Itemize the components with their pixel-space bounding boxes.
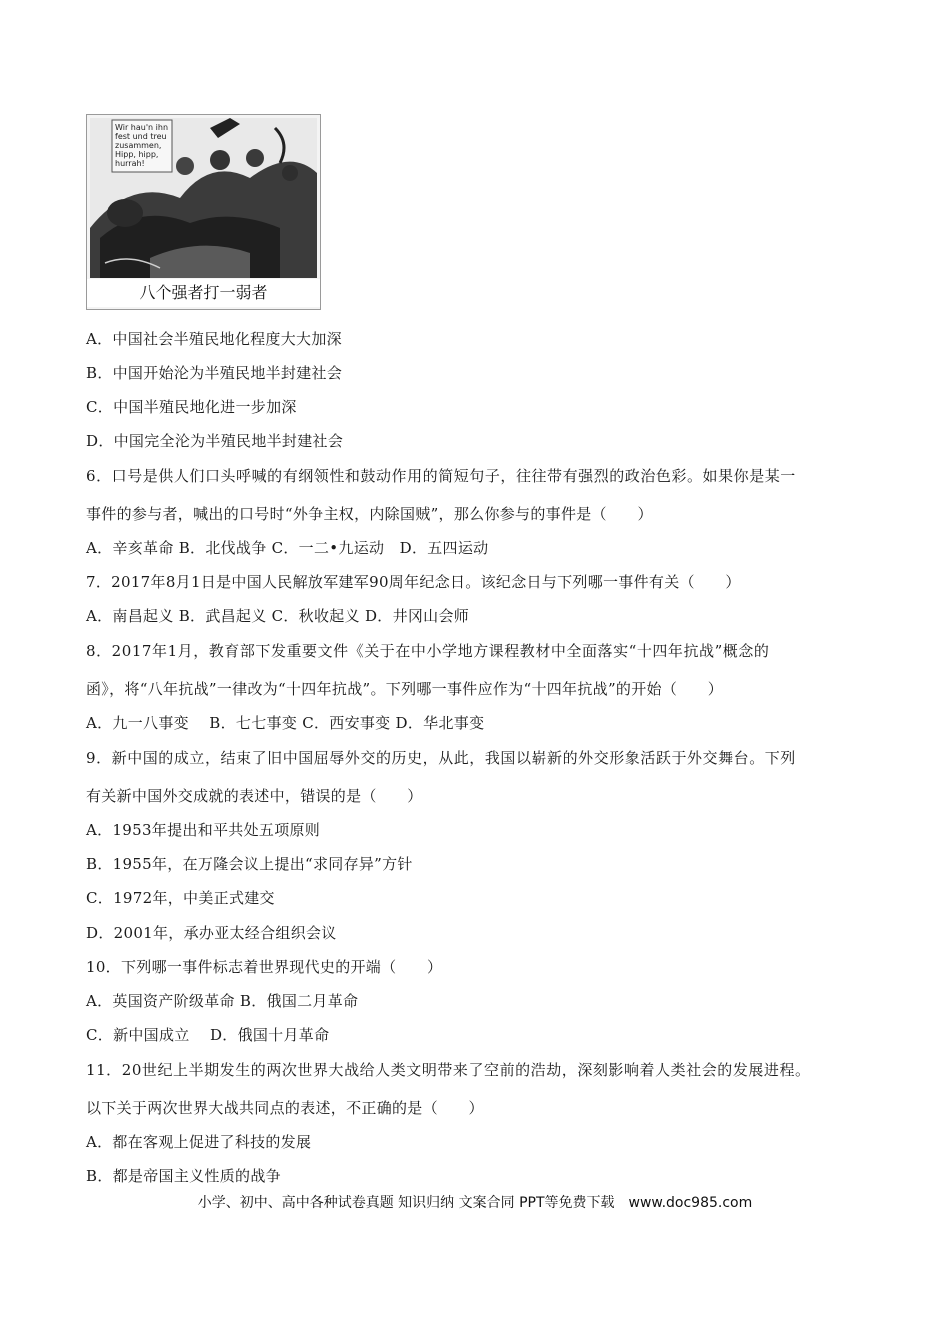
inset-line-2: fest und treu xyxy=(115,132,167,141)
inset-line-5: hurrah! xyxy=(115,159,145,168)
question-10-options-1: A．英国资产阶级革命 B．俄国二月革命 xyxy=(86,992,359,1010)
inset-line-1: Wir hau'n ihn xyxy=(115,123,169,132)
question-8-options: A．九一八事变 B．七七事变 C．西安事变 D．华北事变 xyxy=(86,714,485,732)
cartoon-figure xyxy=(86,114,321,310)
question-9-line-1: 9．新中国的成立，结束了旧中国屈辱外交的历史，从此，我国以崭新的外交形象活跃于外交舞台。下列 xyxy=(86,749,796,767)
option-5a: A．中国社会半殖民地化程度大大加深 xyxy=(86,330,342,348)
question-6-line-1: 6．口号是供人们口头呼喊的有纲领性和鼓动作用的简短句子，往往带有强烈的政治色彩。如果你是某一 xyxy=(86,467,796,485)
question-9-option-b: B．1955年，在万隆会议上提出“求同存异”方针 xyxy=(86,855,413,873)
figure-caption: 八个强者打一弱者 xyxy=(87,279,320,307)
option-5b: B．中国开始沦为半殖民地半封建社会 xyxy=(86,364,343,382)
question-8-line-2: 函》，将“八年抗战”一律改为“十四年抗战”。下列哪一事件应作为“十四年抗战”的开始（ ） xyxy=(86,680,724,698)
question-11-line-2: 以下关于两次世界大战共同点的表述，不正确的是（ ） xyxy=(86,1099,484,1117)
question-6-options: A．辛亥革命 B．北伐战争 C．一二•九运动 D．五四运动 xyxy=(86,539,489,557)
question-9-line-2: 有关新中国外交成就的表述中，错误的是（ ） xyxy=(86,787,423,805)
cartoon-image xyxy=(90,118,317,278)
page-footer: 小学、初中、高中各种试卷真题 知识归纳 文案合同 PPT等免费下载 www.doc985.com xyxy=(197,1195,753,1211)
option-5d: D．中国完全沦为半殖民地半封建社会 xyxy=(86,432,344,450)
question-9-option-a: A．1953年提出和平共处五项原则 xyxy=(86,821,321,839)
option-5c: C．中国半殖民地化进一步加深 xyxy=(86,398,297,416)
inset-line-3: zusammen, xyxy=(115,141,162,150)
question-9-option-d: D．2001年，承办亚太经合组织会议 xyxy=(86,924,337,942)
question-11-line-1: 11．20世纪上半期发生的两次世界大战给人类文明带来了空前的浩劫，深刻影响着人类社会的发展进程。 xyxy=(86,1061,811,1079)
question-11-option-b: B．都是帝国主义性质的战争 xyxy=(86,1167,281,1185)
question-10: 10．下列哪一事件标志着世界现代史的开端（ ） xyxy=(86,958,443,976)
inset-line-4: Hipp, hipp, xyxy=(115,150,159,159)
question-11-option-a: A．都在客观上促进了科技的发展 xyxy=(86,1133,312,1151)
question-7: 7．2017年8月1日是中国人民解放军建军90周年纪念日。该纪念日与下列哪一事件有关（ ） xyxy=(86,573,741,591)
question-10-options-2: C．新中国成立 D．俄国十月革命 xyxy=(86,1026,330,1044)
question-9-option-c: C．1972年，中美正式建交 xyxy=(86,889,275,907)
question-6-line-2: 事件的参与者，喊出的口号时“外争主权，内除国贼”，那么你参与的事件是（ ） xyxy=(86,505,653,523)
question-8-line-1: 8．2017年1月，教育部下发重要文件《关于在中小学地方课程教材中全面落实“十四年抗战”概念的 xyxy=(86,642,770,660)
question-7-options: A．南昌起义 B．武昌起义 C．秋收起义 D．井冈山会师 xyxy=(86,607,470,625)
